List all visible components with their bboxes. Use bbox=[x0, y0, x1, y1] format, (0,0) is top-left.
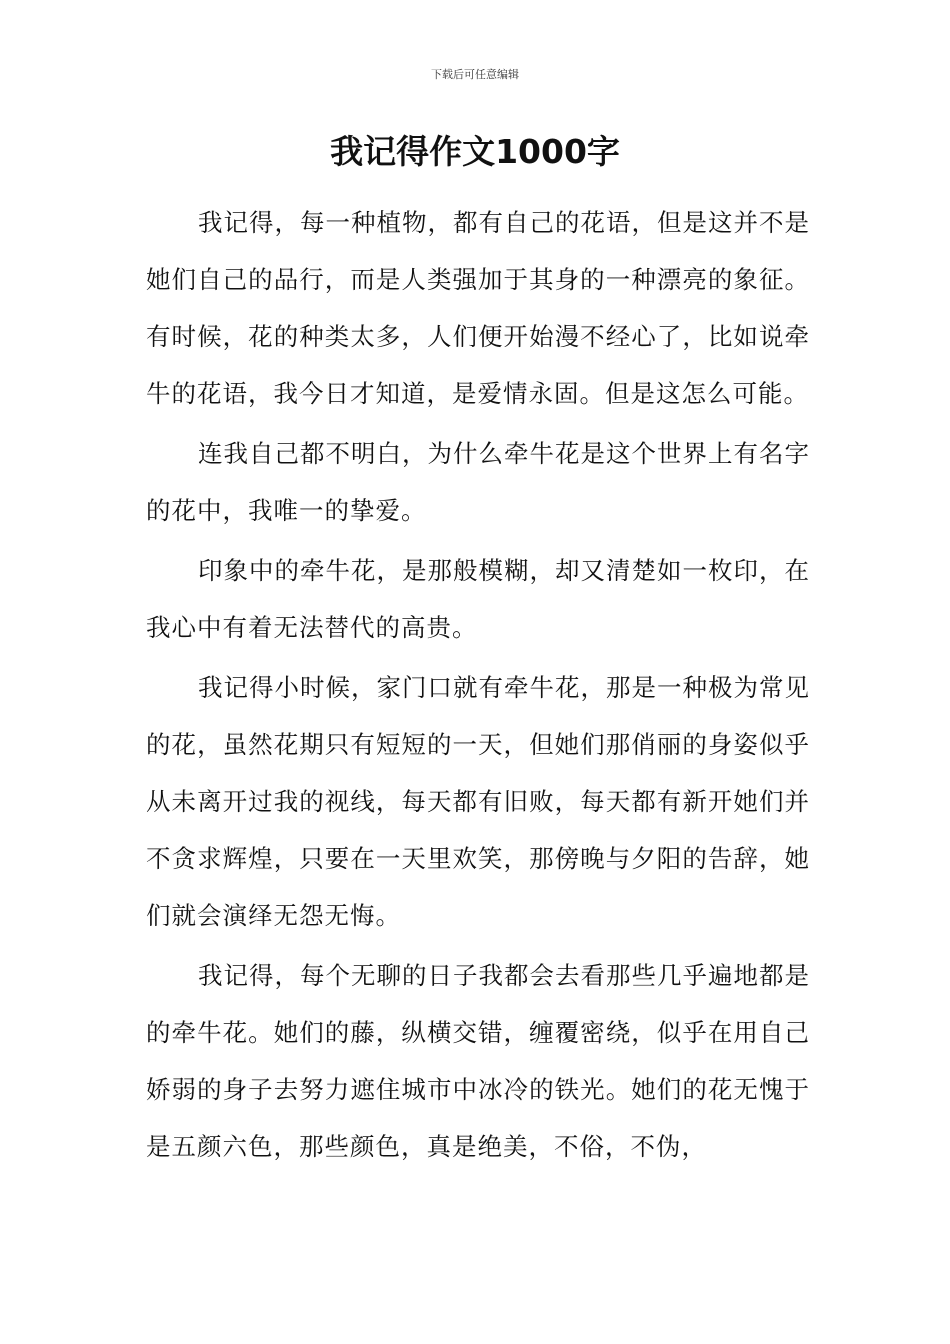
header-note: 下载后可任意编辑 bbox=[431, 68, 519, 81]
paragraph-1: 我记得，每一种植物，都有自己的花语，但是这并不是她们自己的品行，而是人类强加于其身的一种漂亮的象征。有时候，花的种类太多，人们便开始漫不经心了，比如说牵牛的花语，我今日才知道，是爱情永固。但是这怎么可能。 bbox=[146, 208, 810, 408]
paragraph-2: 连我自己都不明白，为什么牵牛花是这个世界上有名字的花中，我唯一的挚爱。 bbox=[146, 439, 810, 525]
document-body bbox=[146, 194, 810, 1178]
document-title: 我记得作文1000字 bbox=[330, 132, 620, 171]
paragraph-4: 我记得小时候，家门口就有牵牛花，那是一种极为常见的花，虽然花期只有短短的一天，但她们那俏丽的身姿似乎从未离开过我的视线，每天都有旧败，每天都有新开她们并不贪求辉煌，只要在一天里欢笑，那傍晚与夕阳的告辞，她们就会演绎无怨无悔。 bbox=[146, 673, 810, 930]
paragraph-3: 印象中的牵牛花，是那般模糊，却又清楚如一枚印，在我心中有着无法替代的高贵。 bbox=[146, 556, 810, 642]
paragraph-5: 我记得，每个无聊的日子我都会去看那些几乎遍地都是的牵牛花。她们的藤，纵横交错，缠覆密绕，似乎在用自己娇弱的身子去努力遮住城市中冰冷的铁光。她们的花无愧于是五颜六色，那些颜色，真是绝美，不俗，不伪， bbox=[146, 961, 810, 1161]
